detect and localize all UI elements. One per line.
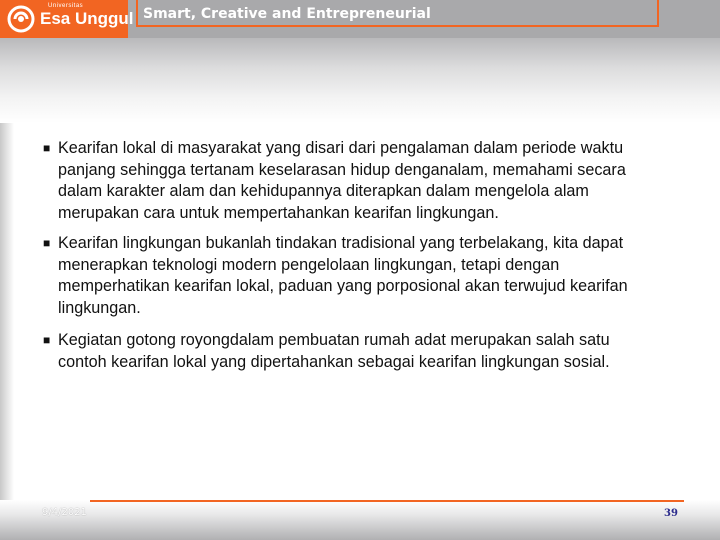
left-sidebar-shade (0, 123, 14, 540)
bullet-item (38, 233, 628, 319)
bullet-line: dalam karakter alam dan kehidupannya diterapkan dalam mengelola alam (58, 182, 589, 201)
header-shade (0, 38, 720, 123)
bullet-line: panjang sehingga tertanam keselarasan hidup denganalam, memahami secara (58, 160, 626, 179)
bullet-line: merupakan cara untuk mempertahankan kearifan lingkungan. (58, 203, 499, 222)
bullet-line: memperhatikan kearifan lokal, paduan yang porposional akan terwujud kearifan (58, 277, 628, 296)
footer-divider (90, 500, 684, 502)
header-bar (0, 0, 720, 38)
bullet-item (38, 138, 626, 224)
tagline: Smart, Creative and Entrepreneurial (143, 6, 431, 22)
bullet-line: Kegiatan gotong royongdalam pembuatan rumah adat merupakan salah satu (58, 331, 610, 349)
bullet-line: contoh kearifan lokal yang dipertahankan sebagai kearifan lingkungan sosial. (58, 352, 610, 371)
page-number: 39 (664, 508, 678, 519)
bullet-line: Kearifan lokal di masyarakat yang disari dari pengalaman dalam periode waktu (58, 139, 624, 157)
logo-superscript: Universitas (48, 3, 84, 9)
bullet-line: lingkungan. (58, 298, 141, 317)
bullet-line: Kearifan lingkungan bukanlah tindakan tradisional yang terbelakang, kita dapat (58, 234, 624, 252)
bullet-line: menerapkan teknologi modern pengelolaan lingkungan, tetapi dengan (58, 255, 560, 274)
square-bullet-icon: ■ (43, 333, 51, 347)
footer-band (0, 500, 720, 540)
square-bullet-icon: ■ (43, 236, 51, 250)
logo-text: Esa Unggul (40, 9, 134, 28)
esa-unggul-emblem-icon (6, 4, 36, 34)
logo (0, 0, 134, 38)
footer-date: 9/4/2021 (42, 507, 87, 518)
square-bullet-icon: ■ (43, 141, 51, 155)
bullet-item (38, 330, 610, 373)
